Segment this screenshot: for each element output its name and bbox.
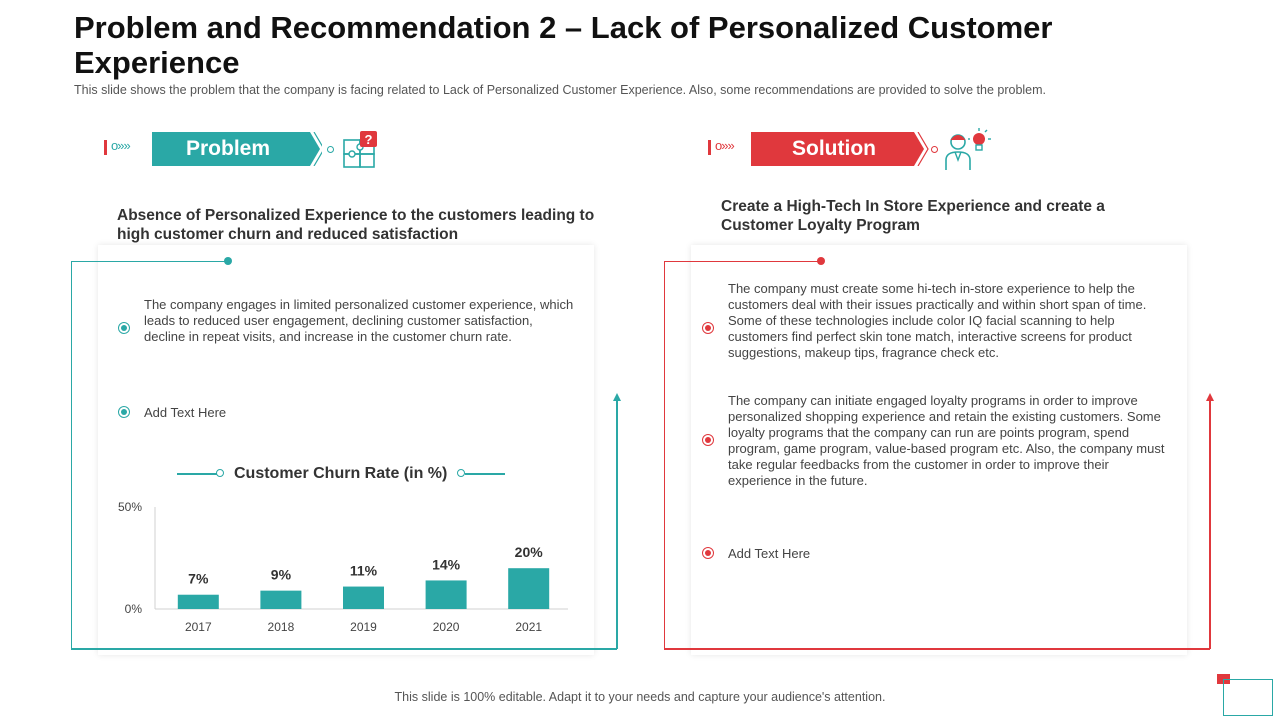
solution-bullet-3: Add Text Here [728,546,811,561]
page-title: Problem and Recommendation 2 – Lack of Personalized Customer Experience [74,10,1053,80]
bullet-icon [702,434,714,446]
tag-dot [931,146,938,153]
problem-bracket-bottom [71,648,617,650]
svg-text:?: ? [364,132,373,147]
bullet-icon [118,322,130,334]
solution-heading: Create a High-Tech In Store Experience and create a Customer Loyalty Program [721,198,1105,234]
x-tick-label: 2021 [515,620,543,634]
problem-bullet-2: Add Text Here [144,405,227,420]
page-subtitle: This slide shows the problem that the company is facing related to Lack of Personalized Customer Experience. Also, some recommendations are provided to solve the problem. [74,83,1047,97]
solution-bracket-bottom [664,648,1210,650]
chevrons-icon: o»» [111,138,130,153]
problem-label: Problem [185,137,271,160]
problem-bracket-right [616,399,618,649]
chart-title-deco-right [465,473,505,475]
bar-2019 [343,587,384,609]
solution-tag [708,132,1008,168]
problem-tag [104,132,394,168]
solution-bullet-1: The company must create some hi-tech in-store experience to help the customers deal with their issues practically and within short span of time. Some of these technologies include color IQ facial scanning to help customers find perfect skin tone match, interactive screens for product suggestions, makeup tips, fragrance check etc. [728,281,1147,360]
bar-2020 [426,580,467,609]
bullet-icon [702,547,714,559]
chevrons-icon: o»» [715,138,734,153]
bar-2017 [178,595,219,609]
bar-value-label: 9% [270,566,292,583]
churn-rate-chart [110,495,580,640]
up-arrow-icon [1206,393,1214,401]
x-tick-label: 2018 [267,620,295,634]
solution-label: Solution [792,137,876,160]
corner-frame [1223,679,1273,716]
y-tick-label: 0% [124,602,142,616]
bullet-icon [702,322,714,334]
bar-value-label: 11% [349,562,378,579]
bar-value-label: 14% [432,556,461,573]
problem-heading: Absence of Personalized Experience to the customers leading to high customer churn and reduced satisfaction [117,207,595,243]
tag-bar-marker [104,140,107,155]
bullet-icon [118,406,130,418]
footer-note: This slide is 100% editable. Adapt it to your needs and capture your audience's attention. [394,690,886,704]
y-tick-label: 50% [117,500,142,514]
x-tick-label: 2019 [350,620,377,634]
x-tick-label: 2017 [184,620,212,634]
chart-title: Customer Churn Rate (in %) [234,465,448,482]
tag-dot [327,146,334,153]
bar-2021 [508,568,549,609]
bracket-knob [224,257,232,265]
up-arrow-icon [613,393,621,401]
chart-title-deco-ring [457,469,465,477]
solution-bullet-2: The company can initiate engaged loyalty programs in order to improve personalized shopping experience and retain the existing customers. Some loyalty programs that the company can run are points program, spend program, game program, value-based program etc. Also, the company must take regular feedbacks from the customer in order to improve their experience in the future. [728,393,1165,488]
bar-2018 [260,591,301,609]
person-idea-icon [944,126,992,172]
puzzle-question-icon [340,130,382,170]
solution-bracket-right [1209,399,1211,649]
bar-value-label: 7% [188,570,209,587]
problem-bullet-1: The company engages in limited personalized customer experience, which leads to reduced user engagement, declining customer satisfaction, decline in repeat visits, and increase in the customer churn rate. [144,297,574,344]
chart-title-deco-ring [216,469,224,477]
x-tick-label: 2020 [432,620,460,634]
chart-title-deco-left [177,473,217,475]
bar-value-label: 20% [514,544,543,561]
tag-bar-marker [708,140,711,155]
bracket-knob [817,257,825,265]
